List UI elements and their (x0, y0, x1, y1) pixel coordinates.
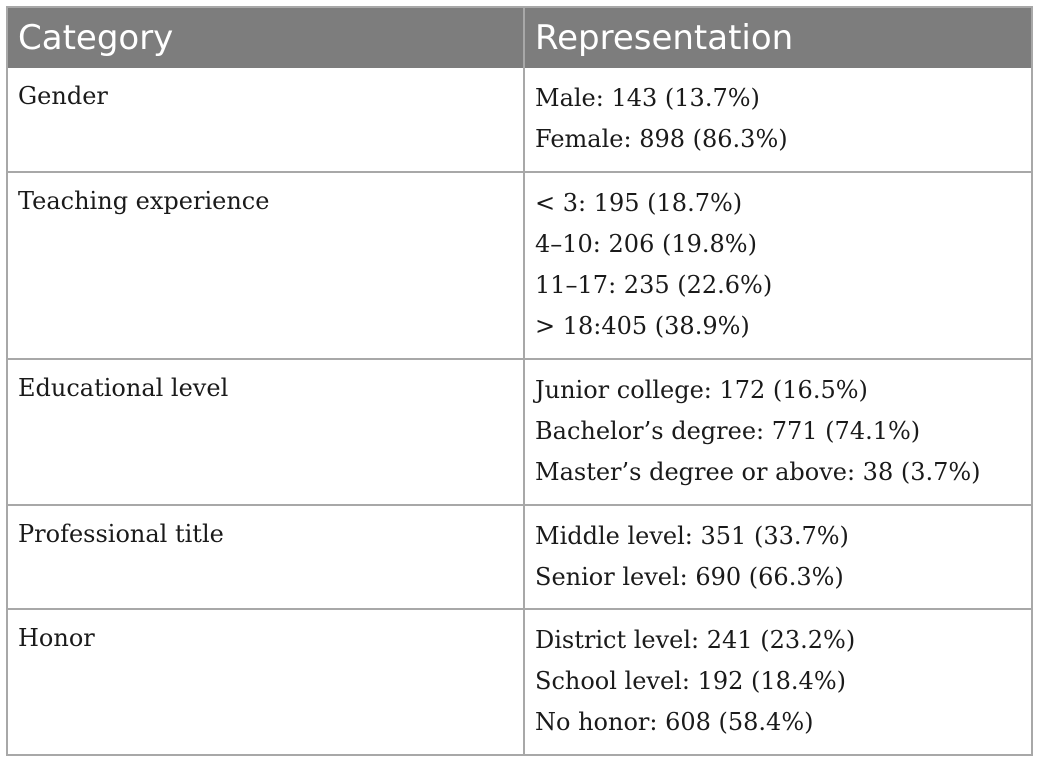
representation-value: 4–10: 206 (19.8%) (535, 230, 757, 258)
representation-value: 11–17: 235 (22.6%) (535, 271, 773, 299)
category-cell (8, 68, 524, 172)
table-row (8, 359, 1031, 505)
column-header-category: Category (8, 8, 524, 68)
table-header (8, 8, 1031, 68)
representation-cell (524, 609, 1031, 754)
category-cell (8, 172, 524, 359)
table-row (8, 172, 1031, 359)
category-cell (8, 609, 524, 754)
category-label: Teaching experience (18, 187, 270, 215)
category-cell (8, 359, 524, 505)
representation-value: Female: 898 (86.3%) (535, 125, 788, 153)
representation-cell (524, 505, 1031, 609)
representation-value: < 3: 195 (18.7%) (535, 189, 743, 217)
representation-value: School level: 192 (18.4%) (535, 667, 846, 695)
representation-cell (524, 172, 1031, 359)
category-label: Honor (18, 624, 95, 652)
header-row (8, 8, 1031, 68)
representation-cell (524, 68, 1031, 172)
table-row (8, 609, 1031, 754)
representation-value: Senior level: 690 (66.3%) (535, 563, 844, 591)
representation-value: Middle level: 351 (33.7%) (535, 522, 849, 550)
representation-value: No honor: 608 (58.4%) (535, 708, 814, 736)
category-label: Educational level (18, 374, 229, 402)
table-body (8, 68, 1031, 754)
representation-value: Master’s degree or above: 38 (3.7%) (535, 458, 981, 486)
representation-value: Male: 143 (13.7%) (535, 84, 760, 112)
representation-value: > 18:405 (38.9%) (535, 312, 750, 340)
category-label: Gender (18, 82, 108, 110)
representation-value: District level: 241 (23.2%) (535, 626, 856, 654)
category-cell (8, 505, 524, 609)
table-row (8, 505, 1031, 609)
representation-value: Bachelor’s degree: 771 (74.1%) (535, 417, 921, 445)
representation-cell (524, 359, 1031, 505)
table-row (8, 68, 1031, 172)
column-header-representation: Representation (524, 8, 1031, 68)
table (8, 8, 1031, 754)
representation-value: Junior college: 172 (16.5%) (535, 376, 868, 404)
demographics-table (6, 6, 1033, 756)
category-label: Professional title (18, 520, 224, 548)
